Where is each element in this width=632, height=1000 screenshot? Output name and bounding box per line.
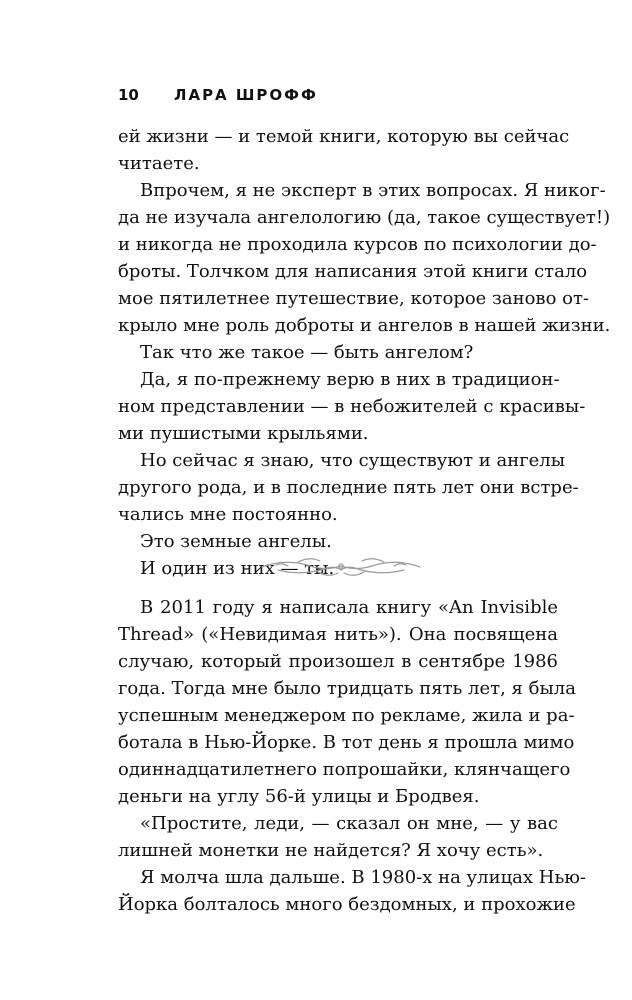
text-line: И один из них — ты. [140, 558, 335, 579]
text-line: Впрочем, я не эксперт в этих вопросах. Я никог- [140, 180, 606, 201]
text-line: ми пушистыми крыльями. [118, 423, 369, 444]
text-line: ном представлении — в небожителей с красивы- [118, 396, 586, 417]
text-line: года. Тогда мне было тридцать пять лет, я была [118, 678, 576, 699]
text-line: крыло мне роль доброты и ангелов в нашей жизни. [118, 315, 611, 336]
text-line: броты. Толчком для написания этой книги стало [118, 261, 588, 282]
text-line: Это земные ангелы. [140, 531, 332, 552]
author-name: ЛАРА ШРОФФ [174, 86, 318, 104]
text-line: мое пятилетнее путешествие, которое заново от- [118, 288, 590, 309]
text-line: Так что же такое — быть ангелом? [140, 342, 474, 363]
text-block-2 [118, 594, 587, 918]
text-line: ей жизни — и темой книги, которую вы сейчас [118, 126, 570, 147]
text-line: Да, я по-прежнему верю в них в традицион- [140, 369, 560, 390]
text-line: читаете. [118, 153, 200, 174]
section-divider-ornament [258, 552, 424, 580]
text-line: В 2011 году я написала книгу «An Invisible [140, 597, 558, 618]
text-line: Я молча шла дальше. В 1980-х на улицах Нью- [140, 867, 587, 888]
text-line: и никогда не проходила курсов по психологии до- [118, 234, 597, 255]
text-line: Йорка болталось много бездомных, и прохожие [118, 894, 576, 915]
text-line: чались мне постоянно. [118, 504, 338, 525]
text-line: Thread» («Невидимая нить»). Она посвящена [118, 624, 558, 645]
text-line: успешным менеджером по рекламе, жила и ра- [118, 705, 575, 726]
text-line: деньги на углу 56-й улицы и Бродвея. [118, 786, 480, 807]
text-line: Но сейчас я знаю, что существуют и ангелы [140, 450, 566, 471]
text-line: другого рода, и в последние пять лет они встре- [118, 477, 579, 498]
text-line: одиннадцатилетнего попрошайки, клянчащего [118, 759, 571, 780]
page-number: 10 [118, 86, 139, 104]
text-line: ботала в Нью-Йорке. В тот день я прошла мимо [118, 732, 575, 753]
text-line: «Простите, леди, — сказал он мне, — у вас [140, 813, 558, 834]
text-line: лишней монетки не найдется? Я хочу есть». [118, 840, 544, 861]
text-block-1 [118, 123, 611, 582]
text-line: случаю, который произошел в сентябре 1986 [118, 651, 558, 672]
text-line: да не изучала ангелологию (да, такое существует!) [118, 207, 611, 228]
running-head [118, 86, 318, 104]
